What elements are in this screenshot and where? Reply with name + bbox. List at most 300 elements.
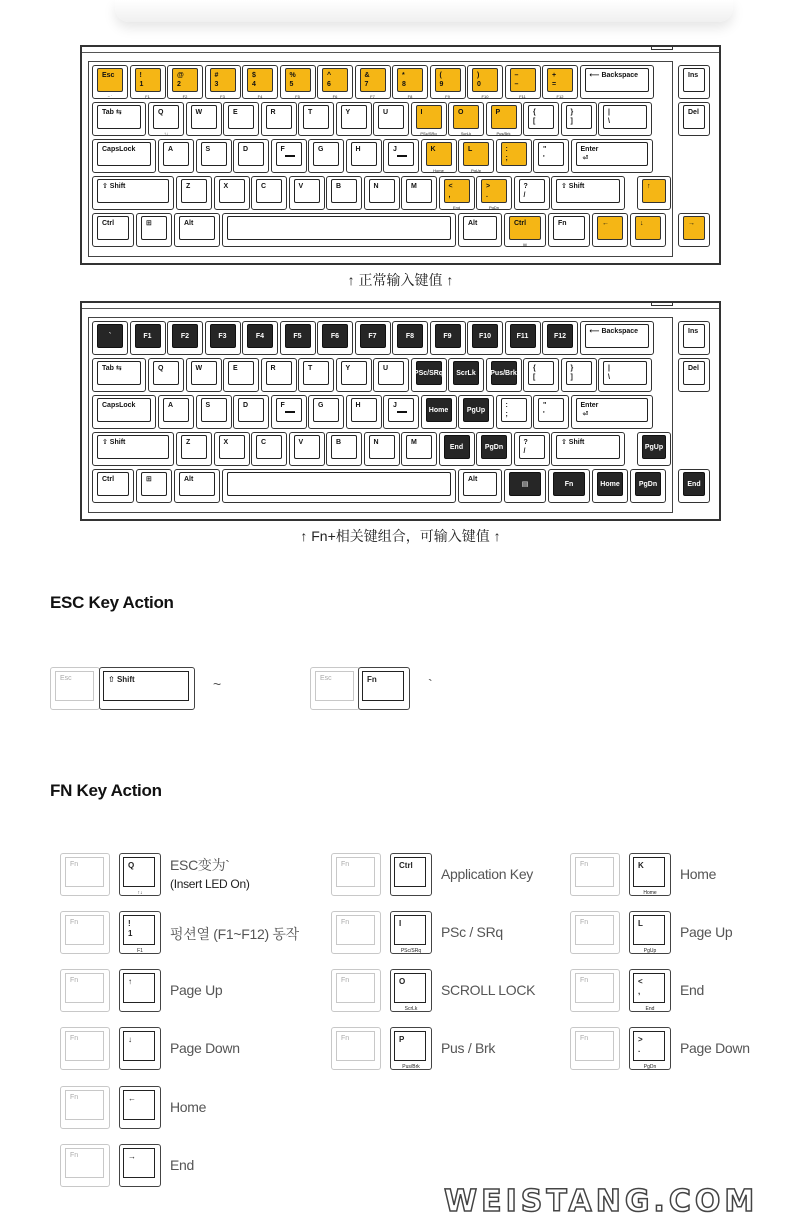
key-r2-2	[186, 358, 222, 392]
key-cap: ⟵ Backspace	[585, 68, 649, 92]
fn-key-cap: Fn	[336, 857, 375, 887]
right-ctrl-key	[504, 469, 546, 503]
tab-key	[92, 358, 146, 392]
action-label-1: Application Key	[441, 866, 534, 882]
fn-key	[548, 469, 590, 503]
key-cap: B	[331, 435, 357, 459]
key-cap: | \	[603, 105, 647, 129]
right-shift-key	[551, 176, 625, 210]
key-r1-7	[355, 321, 391, 355]
key-cap: ( 9	[435, 68, 461, 92]
action-label-3: 펑션열 (F1~F12) 동작	[170, 926, 299, 942]
key-cap: M	[406, 435, 432, 459]
action-key-12	[119, 1086, 161, 1129]
key-cap: Y	[341, 361, 367, 385]
key-r1-8	[392, 65, 428, 99]
key-r3-2	[196, 139, 232, 173]
key-cap: Del	[683, 361, 705, 385]
key-r2-1	[148, 358, 184, 392]
key-sublegend: PgDn	[488, 205, 499, 210]
left-shift-key	[92, 432, 174, 466]
key-r2-12	[561, 102, 597, 136]
key-r1-9	[430, 321, 466, 355]
key-cap: B	[331, 179, 357, 203]
key-r2-9	[448, 102, 484, 136]
key-cap: : ;	[501, 398, 527, 422]
key-cap: V	[294, 435, 320, 459]
key-r4-10	[514, 432, 550, 466]
fn-key-cap: Fn	[65, 857, 104, 887]
action-label-5: Page Up	[680, 924, 733, 940]
fn-key-greyed	[60, 911, 110, 954]
key-r3-6	[346, 139, 382, 173]
key-r1-8	[392, 321, 428, 355]
key-sublegend: F11	[519, 94, 526, 99]
action-key-sublegend: PgDn	[643, 1064, 657, 1070]
caption-normal: ↑ 正常输入键值 ↑	[347, 272, 454, 288]
key-r1-10	[467, 65, 503, 99]
action-label-13: End	[170, 1157, 195, 1173]
key-cap: { [	[528, 105, 554, 129]
key-sublegend: F7	[370, 94, 375, 99]
key-cap: " '	[538, 142, 564, 166]
key-sublegend: ↑↓	[164, 131, 168, 136]
capslock-key	[92, 395, 156, 429]
fn-key-cap: Fn	[65, 1148, 104, 1178]
key-cap: F3	[210, 324, 236, 348]
key-cap: F	[276, 142, 302, 166]
key-cap: ⊞	[141, 472, 167, 496]
key-r2-8	[411, 102, 447, 136]
key-cap: F8	[397, 324, 423, 348]
key-cap: ) 0	[472, 68, 498, 92]
spacebar-key	[222, 469, 456, 503]
key-r1-3	[205, 321, 241, 355]
key-r1-5	[280, 321, 316, 355]
key-cap: Home	[426, 398, 452, 422]
key-sublegend: ~ `	[107, 94, 113, 99]
key-cap: ⊞	[141, 216, 167, 240]
action-key-cap: Ctrl	[394, 857, 426, 887]
esc-section-title: ESC Key Action	[50, 593, 174, 612]
action-key-cap: ←	[123, 1090, 155, 1120]
key-cap: F2	[172, 324, 198, 348]
key-r2-1	[148, 102, 184, 136]
action-key-0	[119, 853, 161, 896]
key-cap: E	[228, 105, 254, 129]
keyboard-normal-layout	[80, 45, 721, 265]
key-r1-1	[130, 65, 166, 99]
action-key-4	[390, 911, 432, 954]
key-r3-5	[308, 139, 344, 173]
fn-section-title: FN Key Action	[50, 781, 162, 800]
key-cap: # 3	[210, 68, 236, 92]
key-r3-3	[233, 139, 269, 173]
key-r2-5	[298, 358, 334, 392]
key-r1-4	[242, 65, 278, 99]
key-cap: ↑	[642, 179, 666, 203]
action-key-cap: L	[633, 915, 665, 945]
enter-key	[571, 139, 653, 173]
homing-bar	[397, 411, 407, 413]
key-cap: Z	[181, 179, 207, 203]
action-key-cap: P	[394, 1031, 426, 1061]
key-r2-13	[598, 358, 652, 392]
top-shadow-bar	[115, 0, 733, 22]
key-r2-11	[523, 358, 559, 392]
key-cap: F	[276, 398, 302, 422]
action-label-12: Home	[170, 1099, 207, 1115]
key-r3-9	[458, 139, 494, 173]
fn-key-cap: Fn	[575, 973, 614, 1003]
key-cap: Del	[683, 105, 705, 129]
key-cap: Fn	[553, 472, 585, 496]
key-sublegend: F6	[332, 94, 338, 99]
key-cap: Alt	[179, 216, 215, 240]
key-cap: G	[313, 398, 339, 422]
key-cap: Q	[153, 361, 179, 385]
key-r4-10	[514, 176, 550, 210]
fn-key-greyed	[570, 1027, 620, 1070]
action-key-cap: ! 1	[123, 915, 155, 945]
key-cap: D	[238, 142, 264, 166]
fn-key-greyed	[570, 853, 620, 896]
action-key-sublegend: ↑↓	[137, 890, 143, 896]
key-cap: U	[378, 105, 404, 129]
right-arrow-key	[678, 469, 710, 503]
win-key	[136, 469, 172, 503]
key-r3-11	[533, 395, 569, 429]
key-r3-6	[346, 395, 382, 429]
key-cap: Esc	[97, 68, 123, 92]
key-r2-13	[598, 102, 652, 136]
key-cap: S	[201, 142, 227, 166]
right-ctrl-key	[504, 213, 546, 247]
key-cap: H	[351, 142, 377, 166]
key-cap: % 5	[285, 68, 311, 92]
key-r2-3	[223, 358, 259, 392]
fn-key-cap: Fn	[575, 857, 614, 887]
down-arrow-key	[630, 469, 666, 503]
key-sublegend: ScrLk	[460, 131, 472, 136]
key-r1-11	[505, 65, 541, 99]
key-r1-1	[130, 321, 166, 355]
key-r1-0	[92, 321, 128, 355]
action-key-3	[119, 911, 161, 954]
tilde-result: ~	[213, 676, 221, 692]
right-shift-key	[551, 432, 625, 466]
key-cap: Y	[341, 105, 367, 129]
key-cap: O	[453, 105, 479, 129]
fn-key-greyed	[60, 1086, 110, 1129]
key-cap: F9	[435, 324, 461, 348]
homing-bar	[285, 411, 295, 413]
fn-key-cap: Fn	[65, 1031, 104, 1061]
key-r3-8	[421, 395, 457, 429]
key-sublegend: Pus/Brk	[496, 131, 511, 136]
key-cap	[227, 472, 451, 496]
key-r2-12	[561, 358, 597, 392]
key-cap: I	[416, 105, 442, 129]
key-cap: F6	[322, 324, 348, 348]
key-cap: ScrLk	[453, 361, 479, 385]
key-r2-11	[523, 102, 559, 136]
action-label-9: Page Down	[170, 1040, 240, 1056]
key-cap	[227, 216, 451, 240]
fn-key-cap: Fn	[65, 915, 104, 945]
backtick-result: `	[428, 676, 433, 692]
key-sublegend: F4	[257, 94, 263, 99]
key-cap: Ctrl	[97, 216, 129, 240]
key-cap: F7	[360, 324, 386, 348]
key-cap: ! 1	[135, 68, 161, 92]
key-r4-6	[364, 176, 400, 210]
backspace-key	[580, 321, 654, 355]
key-r1-7	[355, 65, 391, 99]
action-key-5	[629, 911, 671, 954]
fn-key: Fn	[358, 667, 410, 710]
key-r1-6	[317, 65, 353, 99]
up-arrow-key	[637, 176, 671, 210]
key-cap: C	[256, 435, 282, 459]
key-cap: – –	[510, 68, 536, 92]
key-cap: ▤	[509, 472, 541, 496]
action-key-sublegend: Pus/Brk	[402, 1064, 420, 1070]
key-sublegend: F9	[445, 94, 450, 99]
key-r1-5	[280, 65, 316, 99]
key-r4-1	[176, 176, 212, 210]
key-r2-6	[336, 102, 372, 136]
key-cap: U	[378, 361, 404, 385]
action-label-2: Home	[680, 866, 717, 882]
key-r1-6	[317, 321, 353, 355]
key-r4-9	[476, 432, 512, 466]
key-cap: Q	[153, 105, 179, 129]
key-sublegend: End	[452, 205, 461, 210]
key-cap: Ctrl	[97, 472, 129, 496]
key-r3-7	[383, 139, 419, 173]
key-r4-4	[289, 176, 325, 210]
key-r4-2	[214, 176, 250, 210]
key-cap: Enter ⏎	[576, 142, 648, 166]
key-cap: G	[313, 142, 339, 166]
key-sublegend: Home	[433, 168, 444, 173]
capslock-key	[92, 139, 156, 173]
fn-key-greyed	[570, 911, 620, 954]
tab-key	[92, 102, 146, 136]
action-key-8	[629, 969, 671, 1012]
fn-key-greyed	[331, 911, 381, 954]
shift-label: Shift	[116, 675, 135, 684]
fn-key-greyed	[331, 969, 381, 1012]
key-cap: W	[191, 361, 217, 385]
key-sublegend: PSc/SRq	[420, 131, 437, 136]
key-r4-6	[364, 432, 400, 466]
key-r1-2	[167, 65, 203, 99]
key-r4-7	[401, 432, 437, 466]
key-r2-7	[373, 102, 409, 136]
key-cap: A	[163, 398, 189, 422]
key-r2-2	[186, 102, 222, 136]
key-cap: PgDn	[481, 435, 507, 459]
key-r4-8	[439, 432, 475, 466]
down-arrow-key	[630, 213, 666, 247]
action-key-sublegend: Home	[643, 890, 657, 896]
fn-key-cap: Fn	[575, 915, 614, 945]
key-r2-10	[486, 358, 522, 392]
esc-key-greyed-2: Esc	[310, 667, 360, 710]
left-alt-key	[174, 469, 220, 503]
homing-bar	[285, 155, 295, 157]
spacebar-key	[222, 213, 456, 247]
shift-key: ⇧ Shift	[99, 667, 195, 710]
key-cap: Pus/Brk	[491, 361, 517, 385]
key-r3-10	[496, 395, 532, 429]
key-cap: " '	[538, 398, 564, 422]
key-cap: Tab ⇆	[97, 105, 141, 129]
action-key-13	[119, 1144, 161, 1187]
key-r3-4	[271, 395, 307, 429]
led-indicator	[651, 302, 673, 306]
key-r3-11	[533, 139, 569, 173]
key-r4-8	[439, 176, 475, 210]
key-cap: * 8	[397, 68, 423, 92]
action-key-cap: ↑	[123, 973, 155, 1003]
key-cap: @ 2	[172, 68, 198, 92]
key-cap: J	[388, 398, 414, 422]
key-cap: T	[303, 361, 329, 385]
action-label-8: End	[680, 982, 705, 998]
key-cap: Tab ⇆	[97, 361, 141, 385]
key-cap: C	[256, 179, 282, 203]
action-key-2	[629, 853, 671, 896]
keyboard-fn-layout	[80, 301, 721, 521]
key-cap: V	[294, 179, 320, 203]
fn-key-greyed	[331, 1027, 381, 1070]
key-r2-10	[486, 102, 522, 136]
key-cap: Alt	[179, 472, 215, 496]
key-r4-5	[326, 432, 362, 466]
key-cap: Alt	[463, 216, 497, 240]
key-cap: PgUp	[642, 435, 666, 459]
key-cap: PSc/SRq	[416, 361, 442, 385]
key-cap: F11	[510, 324, 536, 348]
key-cap: { [	[528, 361, 554, 385]
key-cap: Ins	[683, 324, 705, 348]
action-key-sublegend: PSc/SRq	[400, 948, 422, 954]
left-shift-key	[92, 176, 174, 210]
key-sublegend: F12	[556, 94, 564, 99]
key-cap: L	[463, 142, 489, 166]
fn-key	[548, 213, 590, 247]
key-r1-11	[505, 321, 541, 355]
key-r2-4	[261, 358, 297, 392]
key-r4-5	[326, 176, 362, 210]
action-key-10	[390, 1027, 432, 1070]
action-key-cap: ↓	[123, 1031, 155, 1061]
key-r1-12	[542, 65, 578, 99]
ins-key	[678, 65, 710, 99]
key-cap: ⇧ Shift	[556, 179, 620, 203]
fn-key-greyed	[570, 969, 620, 1012]
key-sublegend: F8	[407, 94, 413, 99]
key-cap: ⇧ Shift	[556, 435, 620, 459]
key-cap: R	[266, 361, 292, 385]
key-cap: ? /	[519, 179, 545, 203]
key-r4-7	[401, 176, 437, 210]
esc-key-greyed: Esc	[50, 667, 100, 710]
key-cap: Alt	[463, 472, 497, 496]
ins-key	[678, 321, 710, 355]
key-r2-5	[298, 102, 334, 136]
key-r4-1	[176, 432, 212, 466]
enter-key	[571, 395, 653, 429]
fn-key-greyed	[331, 853, 381, 896]
action-key-6	[119, 969, 161, 1012]
key-cap: T	[303, 105, 329, 129]
win-key	[136, 213, 172, 247]
key-cap: ⟵ Backspace	[585, 324, 649, 348]
key-sublegend: ▤	[523, 242, 527, 247]
action-key-cap: K	[633, 857, 665, 887]
key-cap: } ]	[566, 105, 592, 129]
key-cap: End	[683, 472, 705, 496]
key-cap: $ 4	[247, 68, 273, 92]
key-cap: J	[388, 142, 414, 166]
key-cap: ⇧ Shift	[97, 435, 169, 459]
key-r4-3	[251, 432, 287, 466]
fn-key-greyed	[60, 969, 110, 1012]
key-cap: A	[163, 142, 189, 166]
fn-key-cap: Fn	[575, 1031, 614, 1061]
fn-key-cap: Fn	[336, 1031, 375, 1061]
action-key-cap: Q	[123, 857, 155, 887]
key-r1-0	[92, 65, 128, 99]
left-alt-key	[174, 213, 220, 247]
key-cap: R	[266, 105, 292, 129]
key-cap: H	[351, 398, 377, 422]
key-cap: : ;	[501, 142, 527, 166]
key-sublegend: F5	[295, 94, 300, 99]
key-cap: `	[97, 324, 123, 348]
key-cap: Home	[597, 472, 623, 496]
key-cap: X	[219, 435, 245, 459]
action-label-10: Pus / Brk	[441, 1040, 496, 1056]
key-r3-5	[308, 395, 344, 429]
action-label-0: ESC变为`	[170, 857, 230, 873]
key-r1-2	[167, 321, 203, 355]
weistang-logo: WEISTANG.COM	[444, 1184, 759, 1219]
key-sublegend: F3	[220, 94, 225, 99]
action-key-sublegend: PgUp	[643, 948, 657, 954]
key-r1-12	[542, 321, 578, 355]
left-ctrl-key	[92, 469, 134, 503]
key-cap: X	[219, 179, 245, 203]
key-cap: F12	[547, 324, 573, 348]
key-cap: End	[444, 435, 470, 459]
fn-key-greyed	[60, 1027, 110, 1070]
right-alt-key	[458, 213, 502, 247]
fn-key-greyed	[60, 1144, 110, 1187]
key-r2-6	[336, 358, 372, 392]
action-key-sublegend: F1	[137, 948, 143, 954]
key-cap: PgDn	[635, 472, 661, 496]
left-ctrl-key	[92, 213, 134, 247]
key-sublegend: F10	[481, 94, 489, 99]
key-r3-1	[158, 395, 194, 429]
key-r2-4	[261, 102, 297, 136]
key-cap: PgUp	[463, 398, 489, 422]
